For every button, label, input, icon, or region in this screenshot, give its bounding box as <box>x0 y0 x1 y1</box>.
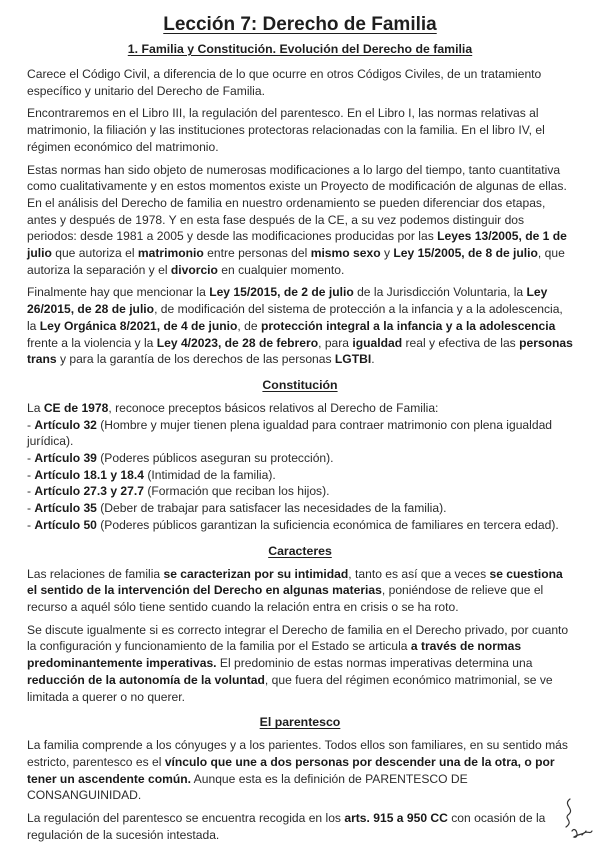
caracteres-paragraph-2: Se discute igualmente si es correcto integrar el Derecho de familia en el Derecho privado, por cuanto la configuración y funcionamiento de la familia por el Estado se articula a través de normas predominantemente imperativas. El predominio de estas normas imperativas determina una reducción de la autonomía de la voluntad, que fuera del régimen económico matrimonial, se ve limitada a querer o no querer. <box>27 622 569 704</box>
constitucion-lead: La CE de 1978, reconoce preceptos básicos relativos al Derecho de Familia: <box>27 400 439 415</box>
parentesco-heading: El parentesco <box>259 715 341 730</box>
parentesco-paragraph-2: La regulación del parentesco se encuentra recogida en los arts. 915 a 950 CC con ocasión de la regulación de la sucesión intestada. <box>27 811 546 842</box>
handwritten-signature <box>556 795 594 841</box>
list-item: - Artículo 18.1 y 18.4 (Intimidad de la familia). <box>27 467 276 482</box>
page-title: Lección 7: Derecho de Familia <box>163 14 437 35</box>
list-item: - Artículo 32 (Hombre y mujer tienen plena igualdad para contraer matrimonio con plena igualdad jurídica). <box>27 417 553 449</box>
intro-paragraph-3a: Estas normas han sido objeto de numerosas modificaciones a lo largo del tiempo, tanto cuantitativa como cualitativamente y en estos momentos existe un Proyecto de modificación de algunas de ellas. <box>27 162 567 194</box>
intro-paragraph-1: Carece el Código Civil, a diferencia de lo que ocurre en otros Códigos Civiles, de un tratamiento específico y unitario del Derecho de Familia. <box>27 67 542 98</box>
list-item: - Artículo 50 (Poderes públicos garantizan la suficiencia económica de familiares en tercera edad). <box>27 517 559 532</box>
document-page <box>27 14 573 849</box>
list-item: - Artículo 35 (Deber de trabajar para satisfacer las necesidades de la familia). <box>27 501 447 516</box>
intro-paragraph-4: Finalmente hay que mencionar la Ley 15/2015, de 2 de julio de la Jurisdicción Voluntaria, la Ley 26/2015, de 28 de julio, de modificación del sistema de protección a la infancia y a la adolescencia, la Ley Orgánica 8/2021, de 4 de junio, de protección integral a la infancia y a la adolescencia frente a la violencia y la Ley 4/2023, de 28 de febrero, para igualdad real y efectiva de las personas trans y para la garantía de los derechos de las personas LGTBI. <box>27 285 573 367</box>
constitucion-heading: Constitución <box>262 377 338 392</box>
articles-list <box>27 417 573 534</box>
caracteres-paragraph-1: Las relaciones de familia se caracterizan por su intimidad, tanto es así que a veces se cuestiona el sentido de la intervención del Derecho en algunas materias, poniéndose de relieve que el recurso a aquél sólo tiene sentido cuando la relación entra en crisis o se ha roto. <box>27 566 563 614</box>
list-item: - Artículo 27.3 y 27.7 (Formación que reciban los hijos). <box>27 484 330 499</box>
intro-paragraph-2: Encontraremos en el Libro III, la regulación del parentesco. En el Libro I, las normas relativas al matrimonio, la filiación y las instituciones protectoras relacionadas con la familia. En el libro IV, el régimen económico del matrimonio. <box>27 106 545 154</box>
intro-paragraph-3b: En el análisis del Derecho de familia en nuestro ordenamiento se pueden diferenciar dos etapas, antes y después de 1978. Y en esta fase después de la CE, a su vez podemos distinguir dos periodos: desde 1981 a 2005 y desde las modificaciones producidas por las Leyes 13/2005, de 1 de julio que autoriza el matrimonio entre personas del mismo sexo y Ley 15/2005, de 8 de julio, que autoriza la separación y el divorcio en cualquier momento. <box>27 195 567 277</box>
parentesco-paragraph-1: La familia comprende a los cónyuges y a los parientes. Todos ellos son familiares, en su sentido más estricto, parentesco es el vínculo que une a dos personas por descender una de la otra, o por tener un ascendente común. Aunque esta es la definición de PARENTESCO DE CONSANGUINIDAD. <box>27 738 568 803</box>
caracteres-heading: Caracteres <box>268 543 332 558</box>
section-title: 1. Familia y Constitución. Evolución del Derecho de familia <box>127 42 473 56</box>
list-item: - Artículo 39 (Poderes públicos aseguran su protección). <box>27 451 334 466</box>
